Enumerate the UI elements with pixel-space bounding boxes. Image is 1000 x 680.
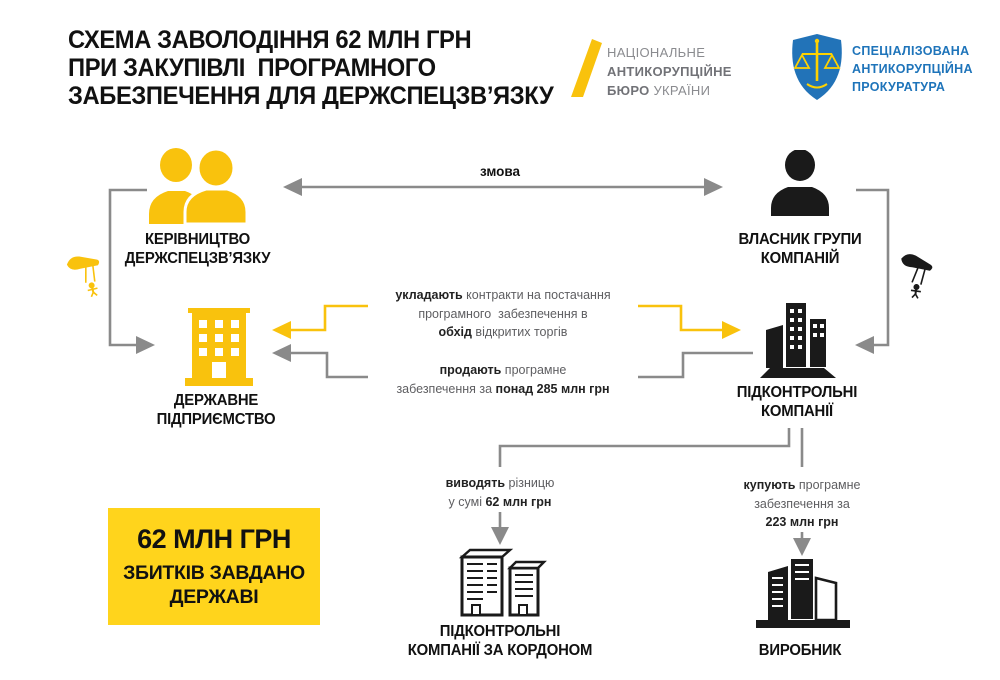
contracts-note bbox=[368, 284, 638, 344]
contracts-arrowhead-right bbox=[722, 321, 741, 339]
contracts-bold-1: укладають bbox=[395, 288, 463, 302]
owner-to-controlled-arrowhead bbox=[855, 336, 874, 354]
node-label-producer bbox=[709, 641, 891, 660]
controlled-label-line1: ПІДКОНТРОЛЬНІ bbox=[736, 384, 858, 401]
puppet-string-1 bbox=[912, 267, 918, 283]
buy-bold-3: 223 млн грн bbox=[765, 515, 839, 529]
building-door bbox=[212, 362, 226, 378]
puppet-string-2 bbox=[921, 269, 925, 285]
puppet-figure-legs bbox=[912, 294, 918, 299]
buy-note bbox=[707, 476, 897, 532]
contracts-bold-2: обхід bbox=[438, 325, 472, 339]
left-building-door bbox=[472, 605, 480, 615]
conspiracy-arrowhead-right bbox=[704, 178, 723, 196]
back-person-head bbox=[160, 148, 192, 182]
withdraw-text-1: різницю bbox=[505, 476, 555, 490]
buy-text-1: програмне bbox=[795, 478, 861, 492]
puppet-strings-icon-black bbox=[894, 250, 940, 301]
owner-person-icon bbox=[769, 150, 831, 216]
sell-text-2: забезпечення за bbox=[396, 381, 496, 396]
nabu-line-1: НАЦІОНАЛЬНЕ bbox=[607, 45, 706, 60]
state-enterprise-label-line1: ДЕРЖАВНЕ bbox=[173, 392, 259, 409]
conspiracy-label: змова bbox=[479, 164, 521, 179]
puppet-figure-arms bbox=[911, 290, 921, 291]
controlled-companies-buildings-icon bbox=[760, 302, 836, 378]
title-line-2: ПРИ ЗАКУПІВЛІ ПРОГРАМНОГО bbox=[68, 54, 436, 82]
puppet-figure-legs bbox=[90, 291, 97, 296]
center-building bbox=[785, 302, 807, 368]
leadership-label-line2: ДЕРЖСПЕЦЗВ’ЯЗКУ bbox=[124, 250, 271, 267]
loss-amount-box bbox=[108, 508, 320, 625]
puppet-string-1 bbox=[82, 266, 90, 282]
node-label-state-enterprise bbox=[125, 391, 307, 429]
producer-label-line1: ВИРОБНИК bbox=[758, 642, 842, 659]
sell-bold-1: продають bbox=[439, 363, 502, 377]
buy-bold-1: купують bbox=[743, 478, 796, 492]
right-building-roof bbox=[510, 562, 544, 568]
sell-arrowhead-left bbox=[272, 344, 291, 362]
offshore-label-line1: ПІДКОНТРОЛЬНІ bbox=[439, 623, 561, 640]
producer-arrowhead bbox=[793, 538, 811, 556]
contracts-arrowhead-left bbox=[272, 321, 291, 339]
sell-bold-2: понад 285 млн грн bbox=[495, 381, 610, 396]
contracts-text-3: відкритих торгів bbox=[471, 325, 568, 339]
withdraw-bold-1: виводять bbox=[445, 476, 506, 490]
owner-label-line2: КОМПАНІЙ bbox=[760, 250, 840, 267]
loss-box-line3: ДЕРЖАВІ bbox=[169, 586, 259, 608]
left-building bbox=[766, 325, 783, 368]
right-building-door bbox=[519, 605, 527, 615]
front-person-body bbox=[185, 189, 247, 224]
buildings-base bbox=[760, 368, 836, 378]
puppet-string-2 bbox=[91, 266, 97, 282]
offshore-companies-buildings-icon bbox=[452, 548, 552, 620]
right-building bbox=[816, 578, 836, 620]
node-label-owner bbox=[709, 230, 891, 268]
leadership-to-enterprise-arrowhead bbox=[136, 336, 155, 354]
title-line-1: СХЕМА ЗАВОЛОДІННЯ 62 МЛН ГРН bbox=[68, 26, 472, 54]
withdraw-note bbox=[405, 474, 595, 511]
sell-note bbox=[368, 359, 638, 400]
controlled-label-line2: КОМПАНІЇ bbox=[761, 403, 833, 420]
building-base bbox=[185, 378, 253, 386]
buildings-base bbox=[756, 620, 850, 628]
withdraw-bold-2: 62 млн грн bbox=[485, 494, 552, 509]
contracts-text-2: програмного забезпечення в bbox=[418, 306, 588, 321]
offshore-label-line2: КОМПАНІЇ ЗА КОРДОНОМ bbox=[407, 642, 593, 659]
sap-line-3: ПРОКУРАТУРА bbox=[852, 80, 946, 94]
withdraw-text-2: у сумі bbox=[448, 494, 486, 509]
conspiracy-arrowhead-left bbox=[283, 178, 302, 196]
leadership-persons-icon bbox=[143, 148, 253, 224]
owner-head bbox=[785, 150, 815, 181]
owner-label-line1: ВЛАСНИК ГРУПИ bbox=[738, 231, 862, 248]
controlled-to-offshore-line bbox=[500, 428, 789, 467]
front-person-head bbox=[198, 149, 234, 187]
nabu-line-2: АНТИКОРУПЦІЙНЕ bbox=[607, 64, 732, 79]
leadership-label-line1: КЕРІВНИЦТВО bbox=[144, 231, 251, 248]
node-label-leadership bbox=[104, 230, 291, 268]
loss-box-line2: ЗБИТКІВ ЗАВДАНО bbox=[123, 562, 305, 584]
node-label-controlled-companies bbox=[706, 383, 888, 421]
state-enterprise-building-icon bbox=[185, 308, 253, 386]
buy-text-2: забезпечення за bbox=[754, 496, 850, 511]
title-line-3: ЗАБЕЗПЕЧЕННЯ ДЛЯ ДЕРЖСПЕЦЗВ’ЯЗКУ bbox=[68, 82, 554, 110]
puppet-hand bbox=[65, 251, 99, 272]
nabu-line-3-bold: БЮРО bbox=[607, 83, 650, 98]
right-building bbox=[809, 318, 827, 368]
loss-box-amount: 62 МЛН ГРН bbox=[137, 524, 291, 554]
offshore-arrowhead bbox=[491, 527, 509, 545]
sap-line-2: АНТИКОРУПЦІЙНА bbox=[852, 62, 973, 76]
sell-text-1: програмне bbox=[501, 363, 567, 377]
center-building bbox=[790, 558, 814, 620]
producer-buildings-icon bbox=[756, 556, 850, 630]
sap-line-1: СПЕЦІАЛІЗОВАНА bbox=[852, 44, 970, 58]
nabu-line-3-rest: УКРАЇНИ bbox=[649, 83, 711, 98]
node-label-offshore-companies bbox=[385, 622, 615, 660]
owner-body bbox=[771, 187, 829, 216]
contracts-text-1: контракти на постачання bbox=[462, 288, 611, 302]
building-windows bbox=[199, 320, 239, 356]
state-enterprise-label-line2: ПІДПРИЄМСТВО bbox=[156, 411, 276, 428]
